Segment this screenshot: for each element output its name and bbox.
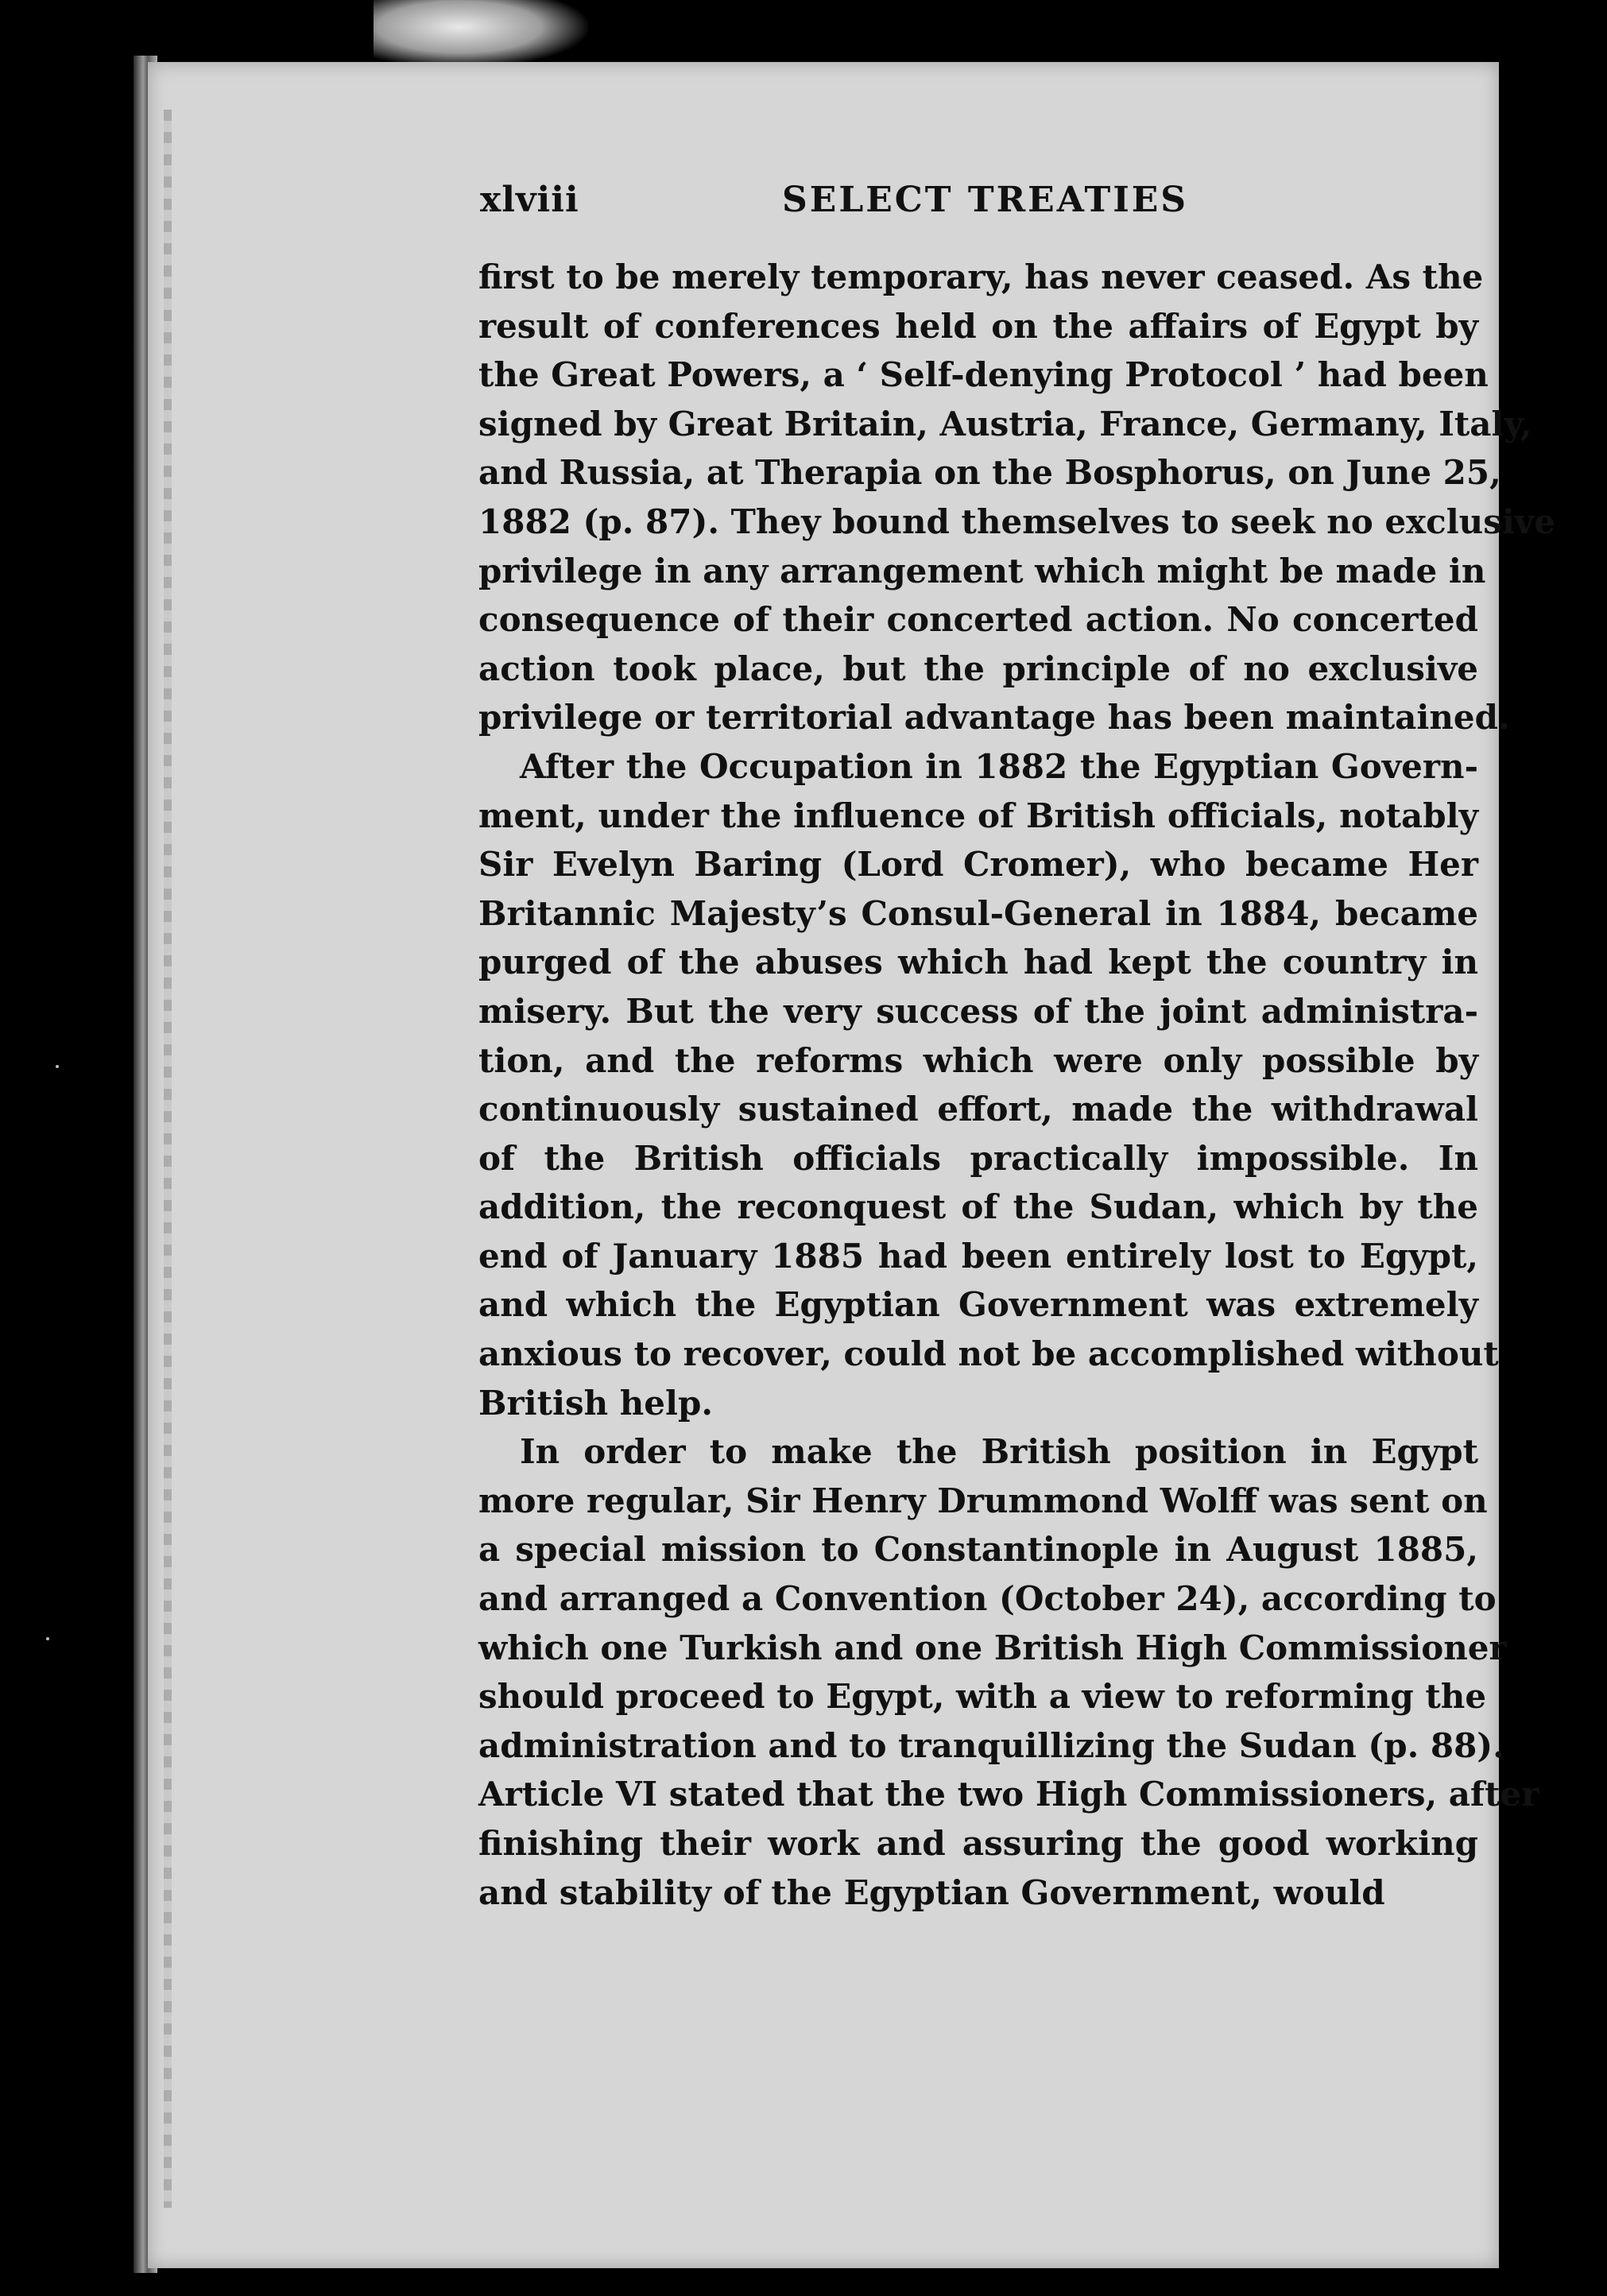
text-line: continuously sustained effort, made the withdrawal [478,1090,1478,1129]
text-line: misery. But the very success of the joint administra- [478,991,1478,1031]
paragraph [478,1427,1539,1917]
paragraph [478,742,1499,1427]
paragraph [478,253,1555,742]
text-line: British help. [478,1383,713,1423]
text-line: which one Turkish and one British High Commissioner [478,1628,1507,1667]
text-line: addition, the reconquest of the Sudan, which by the [478,1187,1478,1227]
scan-speck [56,1065,59,1068]
text-line: more regular, Sir Henry Drummond Wolff was sent on [478,1481,1488,1520]
text-line: and which the Egyptian Government was extremely [478,1285,1478,1325]
text-line: 1882 (p. 87). They bound themselves to seek no exclusive [478,501,1555,541]
text-line: should proceed to Egypt, with a view to reforming the [478,1677,1487,1717]
text-line: Britannic Majesty’s Consul-General in 1884, became [478,893,1478,933]
text-line: end of January 1885 had been entirely lost to Egypt, [478,1236,1478,1276]
text-line: ment, under the influence of British officials, notably [478,796,1478,835]
library-stamp-residue [374,0,588,68]
text-line: and Russia, at Therapia on the Bosphorus, on June 25, [478,453,1501,493]
text-line: Article VI stated that the two High Commissioners, after [478,1775,1539,1814]
text-line: first to be merely temporary, has never ceased. As the [478,257,1484,296]
text-line: a special mission to Constantinople in August 1885, [478,1530,1478,1570]
text-line: consequence of their concerted action. No concerted [478,600,1478,640]
binding-streak [164,110,172,2208]
text-line: purged of the abuses which had kept the country in [478,943,1478,982]
text-line: the Great Powers, a ‘ Self-denying Protocol ’ had been [478,355,1489,395]
text-line: privilege or territorial advantage has been maintained. [478,698,1510,738]
text-line: anxious to recover, could not be accomplished without [478,1334,1499,1374]
text-line: After the Occupation in 1882 the Egyptian Govern- [520,746,1478,786]
text-line: of the British officials practically impossible. In [478,1138,1478,1178]
page-number: xlviii [480,180,579,220]
body-text [478,253,1555,1917]
running-head-title: SELECT TREATIES [782,180,1189,220]
text-line: Sir Evelyn Baring (Lord Cromer), who became Her [478,845,1478,885]
text-line: tion, and the reforms which were only possible by [478,1040,1478,1080]
text-line: In order to make the British position in Egypt [520,1432,1478,1472]
text-line: privilege in any arrangement which might be made in [478,551,1486,590]
text-line: result of conferences held on the affairs of Egypt by [478,306,1478,346]
scan-speck [46,1637,49,1640]
text-line: and stability of the Egyptian Government, would [478,1872,1385,1912]
text-line: administration and to tranquillizing the Sudan (p. 88). [478,1725,1504,1765]
text-line: finishing their work and assuring the good working [478,1824,1478,1863]
page-header [480,180,1481,235]
text-line: and arranged a Convention (October 24), according to [478,1579,1497,1619]
text-line: action took place, but the principle of no exclusive [478,649,1478,688]
text-line: signed by Great Britain, Austria, France, Germany, Italy, [478,404,1532,443]
